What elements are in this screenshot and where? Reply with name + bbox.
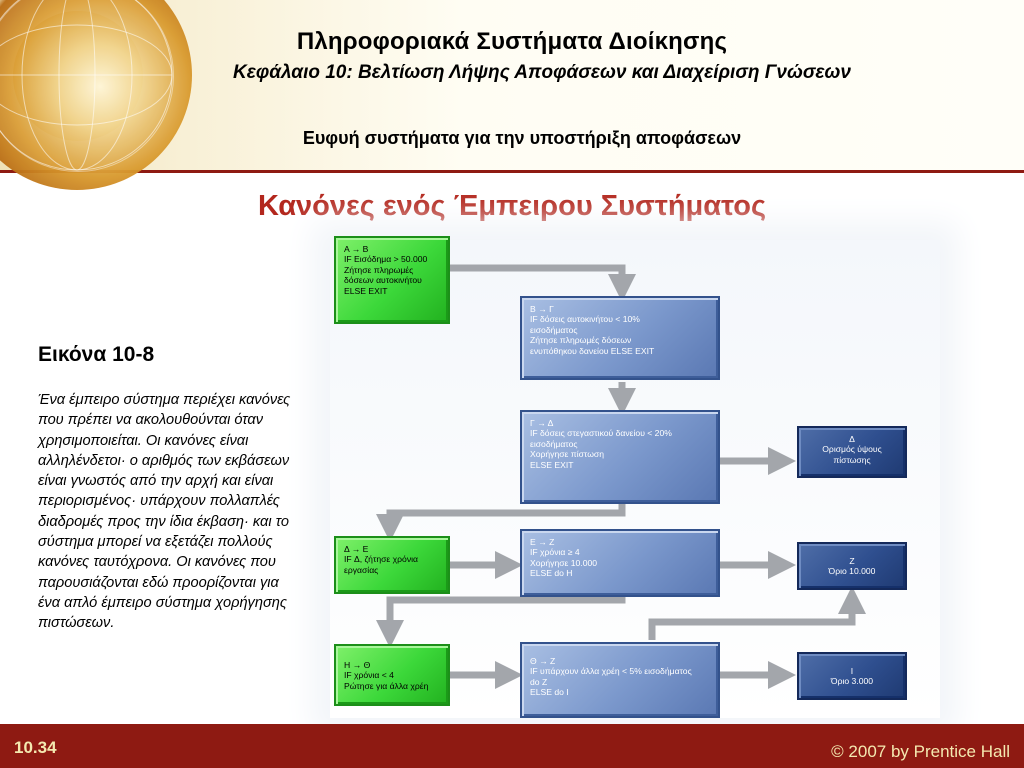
rule-c-to-d-box <box>520 410 720 504</box>
outcome-i-box <box>797 652 907 700</box>
rule-b-to-c-box <box>520 296 720 380</box>
rule-b-to-c-line: Ζήτησε πληρωμές δόσεων <box>530 335 632 346</box>
rule-t-to-z-line: do Z <box>530 676 548 687</box>
outcome-d-line: πίστωσης <box>833 454 871 465</box>
figure-caption: Ένα έμπειρο σύστημα περιέχει κανόνες που πρέπει να ακολουθούνται όταν χρησιμοποιείται. Οι κανόνες είναι αλληλένδετοι· ο αριθμός των εκβάσεων είναι γνωστός από την αρχή και είναι περιορισμένος· υπάρχουν πολλαπλές διαδρομές προς την ίδια έκβαση· και το σύστημα μπορεί να εξετάζει πολλούς κανόνες ταυτόχρονα. Οι κανόνες που παρουσιάζονται εδώ προορίζονται για ένα απλό έμπειρο σύστημα χορήγησης πιστώσεων. <box>38 392 291 632</box>
rule-t-to-z-line: IF υπάρχουν άλλα χρέη < 5% εισοδήματος <box>530 666 692 677</box>
rule-h-to-t-header: H → Θ <box>344 660 371 670</box>
rule-a-to-b-line: ELSE EXIT <box>344 285 388 296</box>
copyright-notice: © 2007 by Prentice Hall <box>831 742 1010 761</box>
rule-c-to-d-line: εισοδήματος <box>530 438 578 449</box>
rule-b-to-c-line: ενυπόθηκου δανείου ELSE EXIT <box>530 345 655 356</box>
arrow-a-to-b <box>450 268 622 288</box>
presentation-title: Πληροφοριακά Συστήματα Διοίκησης <box>296 28 728 55</box>
figure-label: Εικόνα 10-8 <box>38 343 155 366</box>
rule-h-to-t-line: Ρώτησε για άλλα χρέη <box>344 680 429 691</box>
outcome-i-line: Όριο 3.000 <box>830 676 874 687</box>
outcome-z-line: Όριο 10.000 <box>828 566 876 577</box>
rule-e-to-z-line: Χορήγησε 10.000 <box>530 557 598 568</box>
rule-b-to-c-line: IF δόσεις αυτοκινήτου < 10% <box>530 314 640 325</box>
outcome-z-header: Z <box>849 556 855 566</box>
rule-h-to-t-box <box>334 644 450 706</box>
slide-footer <box>0 724 1024 768</box>
outcome-d-line: Ορισμός ύψους <box>822 444 882 455</box>
arrow-c-to-e <box>390 504 622 528</box>
rule-e-to-z-line: ELSE do H <box>530 568 573 579</box>
rule-t-to-z-box <box>520 642 720 718</box>
outcome-i-header: I <box>850 666 854 676</box>
rule-e-to-z-header: E → Z <box>530 537 555 547</box>
rule-b-to-c-line: εισοδήματος <box>530 324 578 335</box>
rule-d-to-e-box <box>334 536 450 594</box>
slide-title: Κανόνες ενός Έμπειρου Συστήματος <box>257 190 767 222</box>
chapter-title: Κεφάλαιο 10: Βελτίωση Λήψης Αποφάσεων και Διαχείριση Γνώσεων <box>233 62 851 83</box>
rule-a-to-b-line: δόσεων αυτοκινήτου <box>344 275 422 286</box>
slide-number: 10.34 <box>14 738 57 757</box>
rule-d-to-e-header: Δ → E <box>344 544 369 554</box>
rule-a-to-b-line: Ζήτησε πληρωμές <box>344 264 414 275</box>
rule-c-to-d-line: IF δόσεις στεγαστικού δανείου < 20% <box>530 428 672 439</box>
rule-c-to-d-line: Χορήγησε πίστωση <box>530 449 604 460</box>
rule-t-to-z-header: Θ → Z <box>530 656 556 666</box>
rule-t-to-z-line: ELSE do I <box>530 687 569 698</box>
rule-e-to-z-line: IF χρόνια ≥ 4 <box>530 547 580 558</box>
arrow-t-to-z <box>652 600 852 640</box>
rule-e-to-z-box <box>520 529 720 597</box>
rule-h-to-t-line: IF χρόνια < 4 <box>344 670 394 681</box>
rule-a-to-b-box <box>334 236 450 324</box>
rule-a-to-b-header: A → B <box>344 244 369 254</box>
section-title: Ευφυή συστήματα για την υποστήριξη αποφάσεων <box>302 128 742 148</box>
outcome-d-header: Δ <box>849 434 855 444</box>
outcome-z-box <box>797 542 907 590</box>
outcome-d-box <box>797 426 907 478</box>
rule-d-to-e-line: IF Δ, ζήτησε χρόνια <box>344 554 419 565</box>
rule-c-to-d-header: Γ → Δ <box>530 418 554 428</box>
rule-a-to-b-line: IF Εισόδημα > 50.000 <box>344 254 428 265</box>
rule-b-to-c-header: B → Γ <box>530 304 554 314</box>
rule-d-to-e-line: εργασίας <box>344 564 379 575</box>
rule-c-to-d-line: ELSE EXIT <box>530 459 574 470</box>
